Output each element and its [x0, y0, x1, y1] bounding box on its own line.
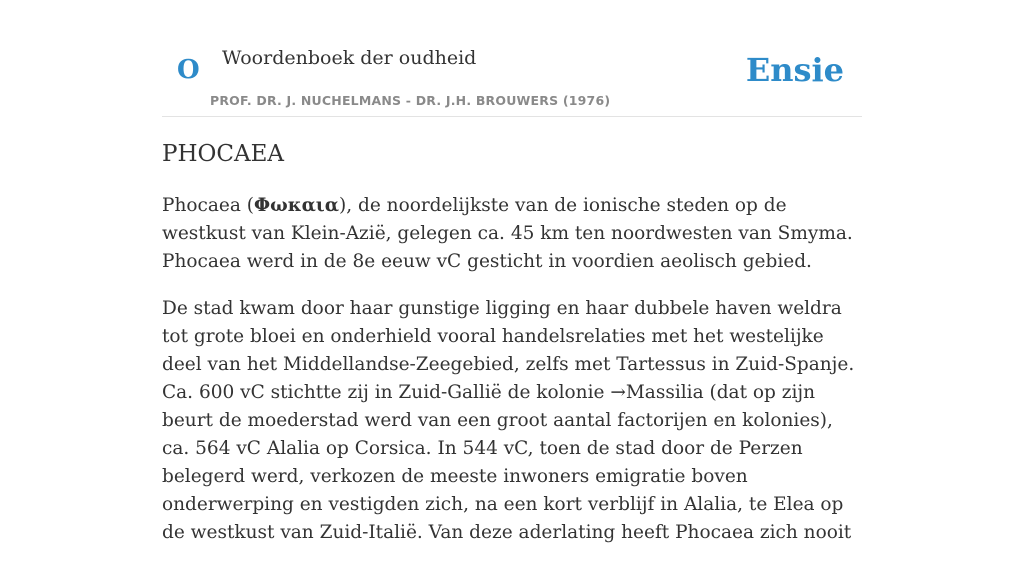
- greek-name: Φωκαια: [253, 195, 339, 216]
- paragraph-text: De stad kwam door haar gunstige ligging en haar dubbele haven weldra tot grote bloei en onderhield vooral handelsrelaties met het westelijke deel van het Middellandse-Zeegebied, zelfs met Tartessus in Zuid-Spanje. Ca. 600 vC stichtte zij in Zuid-Gallië de kolonie: [162, 298, 855, 403]
- article-page: [162, 0, 862, 543]
- paragraph-text: (dat op zijn beurt de moederstad werd van een groot aantal factorijen en kolonies), ca. 564 vC Alalia op Corsica. In 544 vC, toen de stad door de Perzen belegerd werd, verkozen de meeste inwoners emigratie boven onderwerping en vestigden zich, na een kort verblijf in Alalia, te Elea op de westkust van Zuid-Italië. Van deze aderlating heeft Phocaea zich nooit: [162, 382, 852, 543]
- letter-index-link[interactable]: O: [177, 55, 200, 85]
- entry-paragraph-1: [162, 192, 862, 276]
- dictionary-header: [162, 0, 862, 117]
- entry-title: PHOCAEA: [162, 141, 284, 167]
- paragraph-text: ), de noordelijkste van de ionische steden op de westkust van Klein-Azië, gelegen ca. 45 km ten noordwesten van Smyma. Phocaea werd in de 8e eeuw vC gesticht in voordien aeolisch gebied.: [162, 195, 853, 272]
- dictionary-authors: PROF. DR. J. NUCHELMANS - DR. J.H. BROUWERS (1976): [210, 93, 611, 108]
- paragraph-text: Phocaea (: [162, 195, 254, 216]
- cross-reference-link[interactable]: Massilia: [625, 382, 704, 403]
- ensie-logo-link[interactable]: Ensie: [745, 51, 844, 89]
- arrow-right-icon: →: [610, 382, 626, 403]
- dictionary-title-link[interactable]: Woordenboek der oudheid: [222, 47, 477, 69]
- entry-body: [162, 192, 862, 566]
- entry-paragraph-2: [162, 295, 862, 547]
